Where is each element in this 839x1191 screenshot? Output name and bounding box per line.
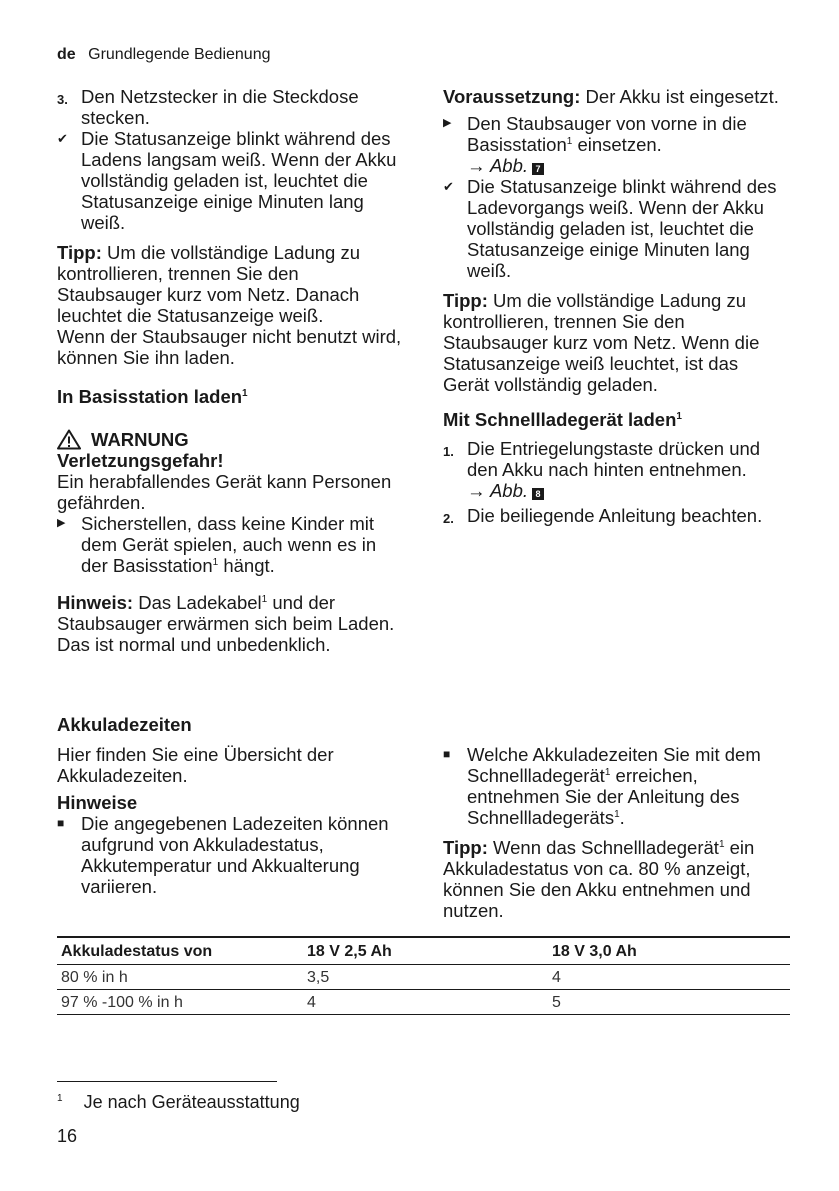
note-label: Hinweis: — [57, 592, 134, 613]
result-text: Die Statusanzeige blinkt während des Ladevorgangs weiß. Wenn der Akku vollständig geladen ist, leuchtet die Statusanzeige einige Minuten lang weiß. — [467, 176, 777, 281]
figure-reference — [467, 155, 788, 176]
action-item — [443, 113, 788, 176]
footnote-mark: 1 — [614, 809, 620, 820]
ref-text: → Abb. — [467, 480, 529, 501]
figure-number: 7 — [532, 163, 544, 175]
footnote-divider — [57, 1081, 277, 1082]
page-header — [57, 46, 271, 64]
check-icon: ✔ — [443, 179, 454, 194]
table-row — [57, 965, 790, 990]
tip-text: Um die vollständige Ladung zu kontrollieren, trennen Sie den Staubsauger kurz vom Netz. Wenn die Statusanzeige weiß leuchtet, ist das Gerät vollständig geladen. — [443, 290, 760, 395]
chapter-title: Grundlegende Bedienung — [88, 46, 271, 63]
tip-text-b: ein Akkuladestatus von ca. 80 % anzeigt, können Sie den Akku entnehmen und nutzen. — [443, 837, 755, 921]
note-paragraph — [57, 592, 402, 655]
table-cell: 80 % in h — [57, 965, 303, 990]
tip-paragraph-2: Wenn der Staubsauger nicht benutzt wird, können Sie ihn laden. — [57, 326, 402, 368]
step-text: Die beiliegende Anleitung beachten. — [467, 505, 763, 526]
step-number: 2. — [443, 511, 454, 526]
section-intro: Hier finden Sie eine Übersicht der Akkuladezeiten. — [57, 744, 334, 786]
table-cell: 3,5 — [303, 965, 548, 990]
arrow-bullet-icon: ▶ — [57, 517, 66, 529]
footnote-mark: 1 — [261, 594, 268, 605]
charging-times-table — [57, 936, 790, 1015]
tip-text: Um die vollständige Ladung zu kontrollieren, trennen Sie den Staubsauger kurz vom Netz. Danach leuchtet die Statusanzeige weiß. — [57, 242, 361, 326]
action-text-b: einsetzen. — [577, 134, 662, 155]
warning-label: WARNUNG — [91, 429, 189, 450]
note-text-a: Das Ladekabel — [138, 592, 262, 613]
result-item — [443, 176, 788, 281]
left-column — [57, 86, 402, 664]
tip-label: Tipp: — [443, 837, 488, 858]
figure-reference — [467, 480, 788, 501]
warning-text: Ein herabfallendes Gerät kann Personen gefährden. — [57, 471, 392, 513]
footnote-mark: 1 — [604, 767, 611, 778]
section-heading-schnelllader — [443, 409, 788, 430]
section-title: Akkuladezeiten — [57, 714, 192, 735]
prereq-text: Der Akku ist eingesetzt. — [585, 86, 779, 107]
section-right-column — [443, 744, 788, 930]
table-row — [57, 990, 790, 1015]
tip-paragraph — [443, 837, 788, 921]
list-item — [443, 744, 788, 828]
bullet-text-b: erreichen, entnehmen Sie der Anleitung des Schnellladegeräts — [467, 765, 740, 828]
footnote — [57, 1092, 300, 1113]
action-text-b: hängt. — [223, 555, 275, 576]
result-item — [57, 128, 402, 233]
square-bullet-icon: ■ — [57, 816, 65, 830]
warning-action — [57, 513, 402, 576]
tip-label: Tipp: — [443, 290, 488, 311]
arrow-bullet-icon: ▶ — [443, 117, 452, 129]
step-number: 1. — [443, 444, 454, 459]
table-cell: 4 — [548, 965, 790, 990]
column-header: Akkuladestatus von — [57, 937, 303, 965]
page-number: 16 — [57, 1126, 78, 1146]
square-bullet-icon: ■ — [443, 747, 451, 761]
footnote-mark: 1 — [566, 136, 573, 147]
step-3 — [57, 86, 402, 128]
footnote-mark: 1 — [212, 557, 219, 568]
action-text-a: Sicherstellen, dass keine Kinder mit dem Gerät spielen, auch wenn es in der Basisstation — [81, 513, 377, 576]
prereq-label: Voraussetzung: — [443, 86, 581, 107]
tip-label: Tipp: — [57, 242, 102, 263]
warning-triangle-icon — [57, 429, 81, 450]
tip-paragraph — [443, 290, 788, 395]
warning-heading — [57, 429, 402, 450]
result-text: Die Statusanzeige blinkt während des Ladens langsam weiß. Wenn der Akku vollständig geladen ist, leuchtet die Statusanzeige einige Minuten lang weiß. — [81, 128, 397, 233]
heading-text: In Basisstation laden — [57, 386, 243, 407]
footnote-mark: 1 — [718, 839, 725, 850]
bullet-text-c: . — [619, 807, 625, 828]
step-number: 3. — [57, 92, 68, 107]
notes-heading: Hinweise — [57, 792, 138, 813]
column-header: 18 V 3,0 Ah — [548, 937, 790, 965]
figure-number: 8 — [532, 488, 544, 500]
heading-text: Mit Schnellladegerät laden — [443, 409, 677, 430]
bullet-text: Die angegebenen Ladezeiten können aufgrund von Akkuladestatus, Akkutemperatur und Akkualterung variieren. — [81, 813, 389, 897]
action-text-a: Den Staubsauger von vorne in die Basisstation — [467, 113, 747, 155]
footnote-mark: 1 — [676, 411, 682, 422]
language-code: de — [57, 46, 76, 63]
table-cell: 5 — [548, 990, 790, 1015]
column-header: 18 V 2,5 Ah — [303, 937, 548, 965]
table-header-row — [57, 937, 790, 965]
list-item — [57, 813, 402, 897]
footnote-mark: 1 — [242, 388, 248, 399]
tip-text-a: Wenn das Schnellladegerät — [493, 837, 719, 858]
prerequisite — [443, 86, 788, 107]
ref-text: → Abb. — [467, 155, 529, 176]
footnote-text: Je nach Geräteausstattung — [83, 1092, 300, 1112]
footnote-mark: 1 — [57, 1093, 63, 1104]
right-column — [443, 86, 788, 526]
step-2 — [443, 505, 788, 526]
table-cell: 97 % -100 % in h — [57, 990, 303, 1015]
step-1 — [443, 438, 788, 501]
table-cell: 4 — [303, 990, 548, 1015]
note-text-b: und der Staubsauger erwärmen sich beim Laden. Das ist normal und unbedenklich. — [57, 592, 395, 655]
check-icon: ✔ — [57, 131, 68, 146]
section-heading-basisstation — [57, 386, 402, 407]
section-left-column — [57, 744, 402, 897]
tip-paragraph — [57, 242, 402, 326]
warning-subtitle: Verletzungsgefahr! — [57, 450, 224, 471]
step-text: Den Netzstecker in die Steckdose stecken. — [81, 86, 359, 128]
bullet-text-a: Welche Akkuladezeiten Sie mit dem Schnellladegerät — [467, 744, 761, 786]
step-text: Die Entriegelungstaste drücken und den Akku nach hinten entnehmen. — [467, 438, 761, 480]
